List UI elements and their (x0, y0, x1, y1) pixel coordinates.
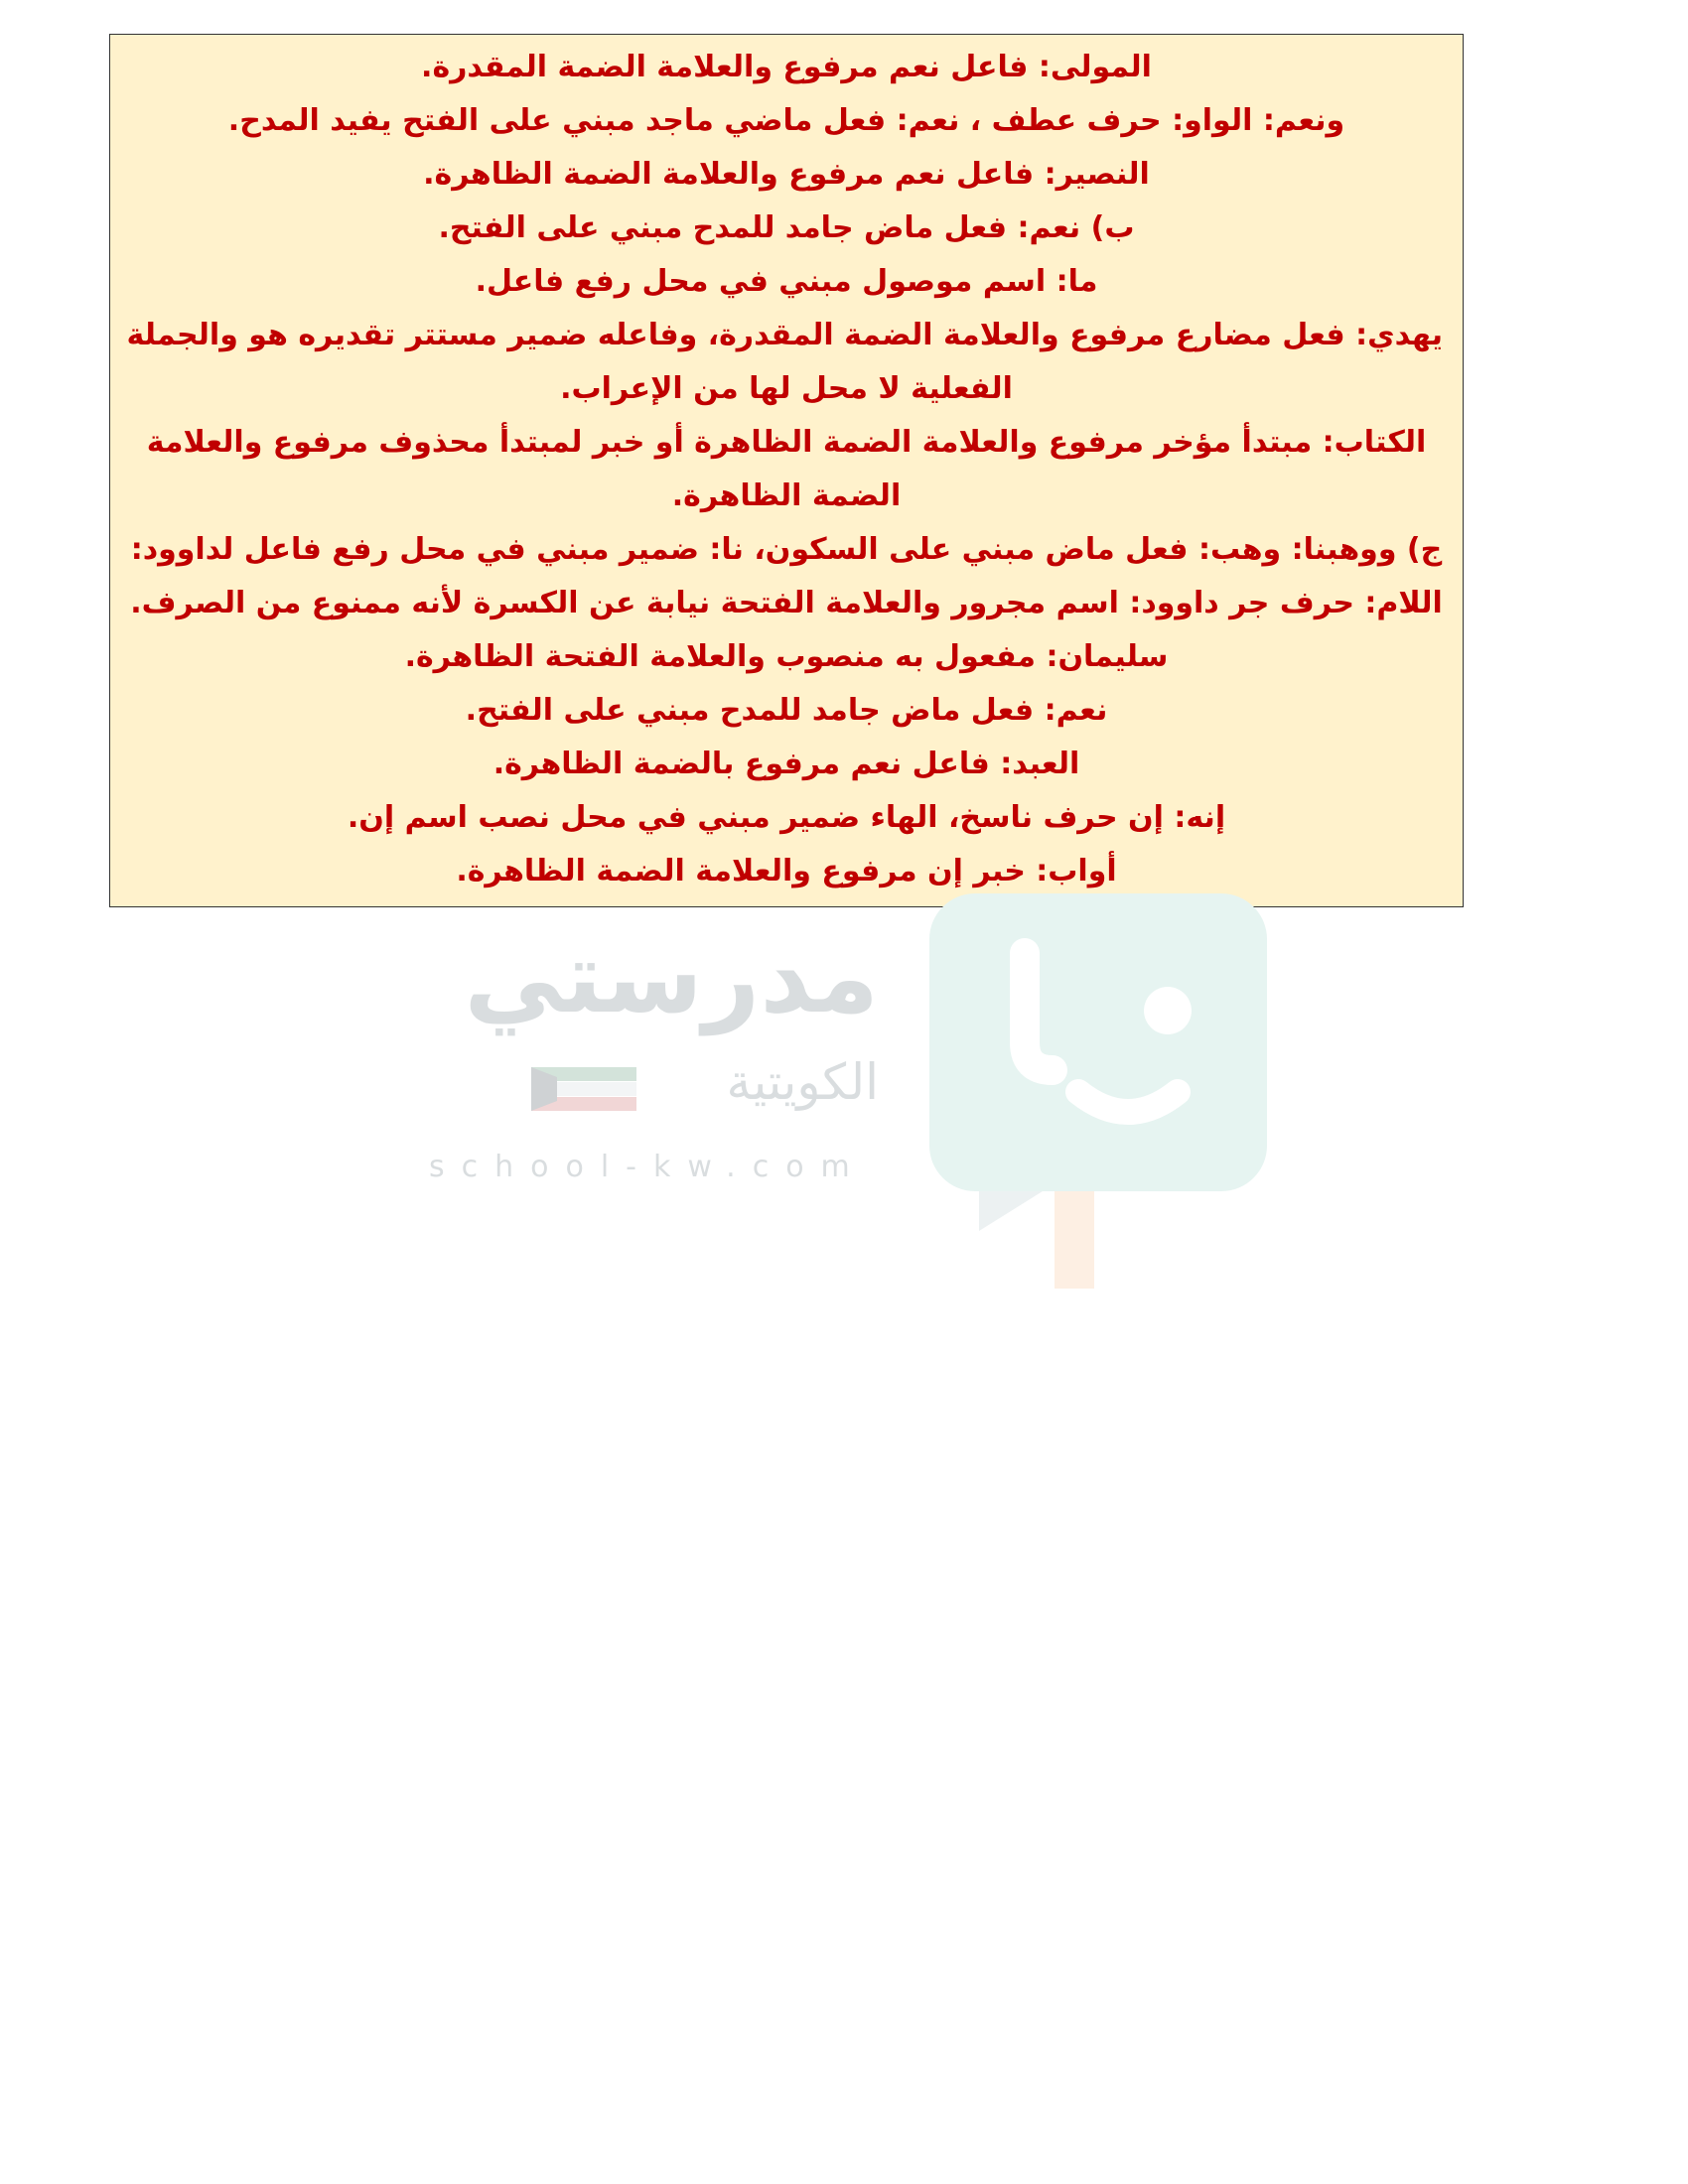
book-smile-logo-icon (929, 893, 1267, 1291)
watermark-brand-name: مدرستي (464, 919, 879, 1035)
answer-line: نعم: فعل ماض جامد للمدح مبني على الفتح. (465, 693, 1108, 728)
answer-line: سليمان: مفعول به منصوب والعلامة الفتحة الظاهرة. (404, 639, 1169, 674)
answer-line: الفعلية لا محل لها من الإعراب. (560, 371, 1013, 406)
kuwait-flag-icon (531, 1067, 636, 1111)
answer-line: اللام: حرف جر داوود: اسم مجرور والعلامة الفتحة نيابة عن الكسرة لأنه ممنوع من الصرف. (130, 586, 1443, 620)
watermark-url: school-kw.com (429, 1150, 867, 1184)
answer-line: الكتاب: مبتدأ مؤخر مرفوع والعلامة الضمة الظاهرة أو خبر لمبتدأ محذوف مرفوع والعلامة (146, 425, 1427, 460)
answer-line: النصير: فاعل نعم مرفوع والعلامة الضمة الظاهرة. (423, 157, 1150, 192)
watermark (397, 893, 1291, 1291)
answer-line: إنه: إن حرف ناسخ، الهاء ضمير مبني في محل نصب اسم إن. (347, 800, 1226, 835)
answer-line: ونعم: الواو: حرف عطف ، نعم: فعل ماضي ماجد مبني على الفتح يفيد المدح. (227, 103, 1345, 138)
answer-box (109, 34, 1464, 907)
answer-line: المولى: فاعل نعم مرفوع والعلامة الضمة المقدرة. (421, 50, 1152, 84)
answer-line: العبد: فاعل نعم مرفوع بالضمة الظاهرة. (492, 747, 1080, 781)
watermark-country: الكويتية (726, 1053, 879, 1111)
answer-line: أواب: خبر إن مرفوع والعلامة الضمة الظاهرة. (456, 854, 1117, 888)
answer-line: ج) ووهبنا: وهب: فعل ماض مبني على السكون، نا: ضمير مبني في محل رفع فاعل لداوود: (130, 532, 1443, 567)
answer-line: يهدي: فعل مضارع مرفوع والعلامة الضمة المقدرة، وفاعله ضمير مستتر تقديره هو والجملة (126, 318, 1443, 352)
answer-line: ما: اسم موصول مبني في محل رفع فاعل. (475, 264, 1098, 299)
answer-line: ب) نعم: فعل ماض جامد للمدح مبني على الفتح. (438, 210, 1135, 245)
answer-line: الضمة الظاهرة. (671, 478, 902, 513)
